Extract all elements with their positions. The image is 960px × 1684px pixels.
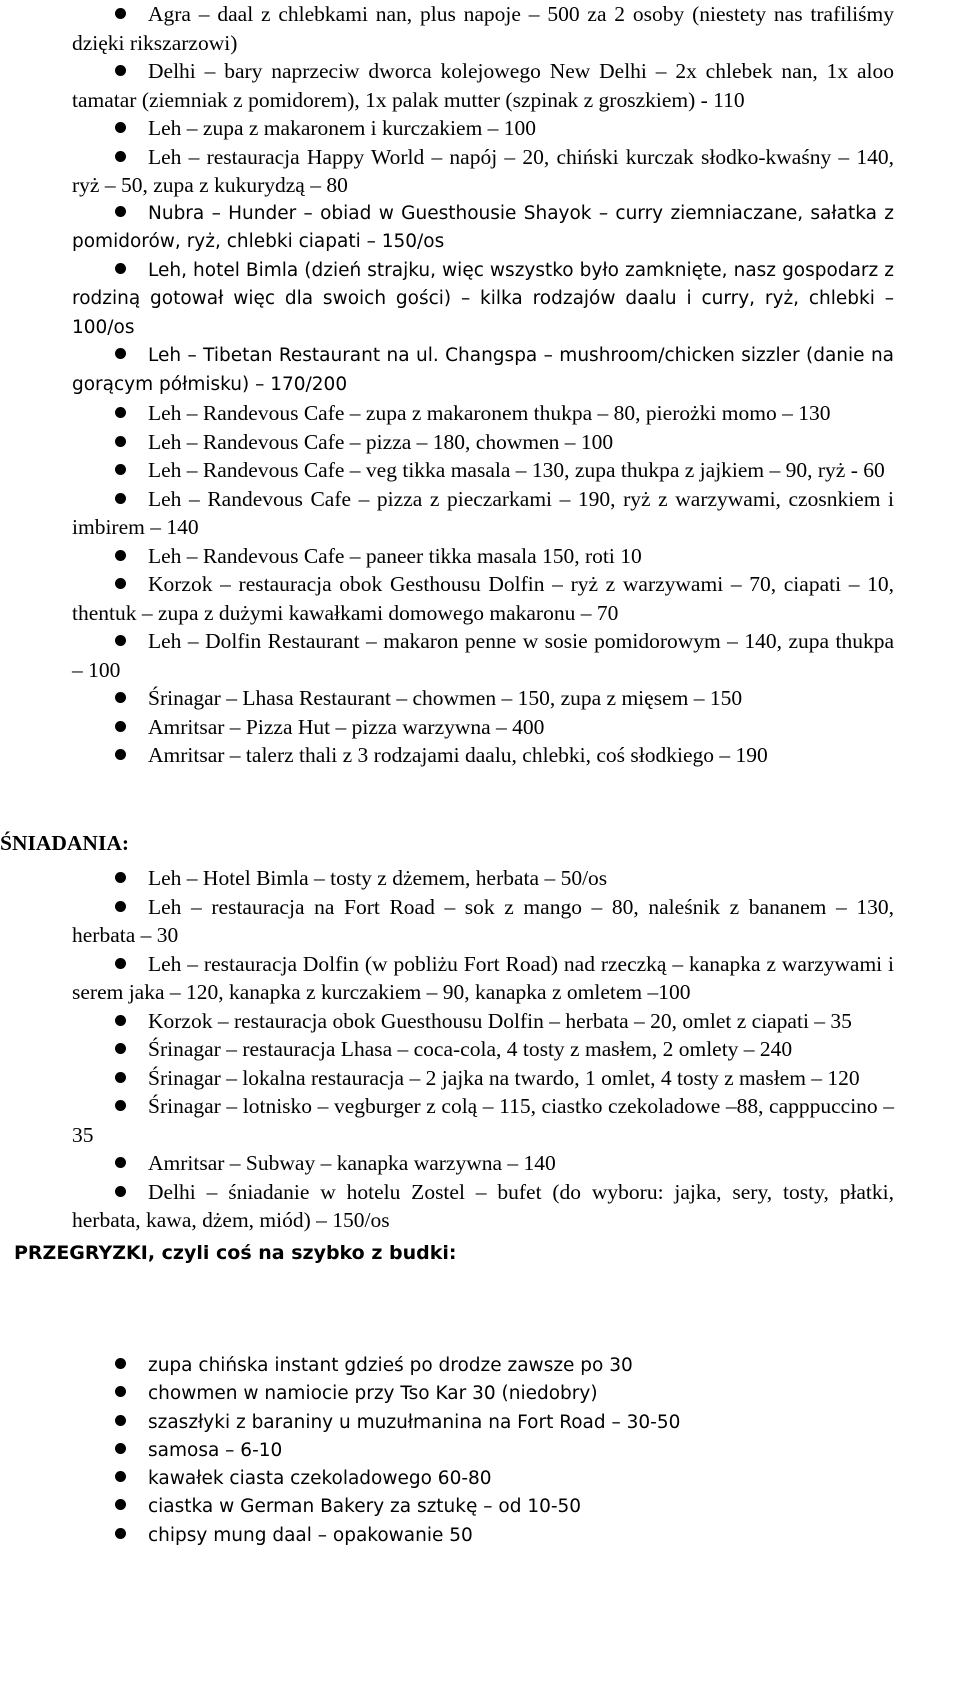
bullet-icon xyxy=(115,635,126,646)
list-item-text: Leh – Randevous Cafe – veg tikka masala – 130, zupa thukpa z jajkiem – 90, ryż - 60 xyxy=(148,458,885,482)
bullet-icon xyxy=(115,493,126,504)
list-item xyxy=(72,893,894,950)
list-item-text: ciastka w German Bakery za sztukę – od 10-50 xyxy=(148,1496,582,1518)
list-item xyxy=(72,485,894,542)
list-item xyxy=(72,200,894,257)
list-item-text: Nubra – Hunder – obiad w Guesthousie Shayok – curry ziemniaczane, sałatka z pomidorów, ryż, chlebki ciapati – 150/os xyxy=(72,202,894,252)
list-item xyxy=(72,1064,894,1093)
bullet-icon xyxy=(115,151,126,162)
list-item xyxy=(72,1035,894,1064)
list-item xyxy=(72,570,894,627)
list-item-text: chipsy mung daal – opakowanie 50 xyxy=(148,1524,473,1546)
list-item xyxy=(72,1178,894,1235)
list-item-text: Leh – Randevous Cafe – zupa z makaronem thukpa – 80, pierożki momo – 130 xyxy=(148,401,831,425)
list-item-text: chowmen w namiocie przy Tso Kar 30 (niedobry) xyxy=(148,1383,598,1405)
list-item-text: samosa – 6-10 xyxy=(148,1439,283,1461)
list-item-text: Agra – daal z chlebkami nan, plus napoje – 500 za 2 osoby (niestety nas trafiliśmy dzięki rikszarzowi) xyxy=(72,2,894,55)
bullet-icon xyxy=(115,550,126,561)
list-item xyxy=(72,741,894,770)
list-item-text: Leh – Dolfin Restaurant – makaron penne w sosie pomidorowym – 140, zupa thukpa – 100 xyxy=(72,629,894,682)
list-item-text: Korzok – restauracja obok Gesthousu Dolfin – ryż z warzywami – 70, ciapati – 10, thentuk – zupa z dużymi kawałkami domowego makaronu – 70 xyxy=(72,572,894,625)
list-item xyxy=(72,456,894,485)
list-item xyxy=(72,1522,894,1550)
bullet-icon xyxy=(115,1100,126,1111)
list-item-text: kawałek ciasta czekoladowego 60-80 xyxy=(148,1468,492,1490)
breakfast-list xyxy=(72,864,894,1235)
bullet-icon xyxy=(115,1415,126,1426)
bullet-icon xyxy=(115,348,126,359)
list-item xyxy=(72,1409,894,1437)
list-item-text: Leh – Hotel Bimla – tosty z dżemem, herbata – 50/os xyxy=(148,866,608,890)
lunch-list xyxy=(72,0,894,770)
list-item-text: Korzok – restauracja obok Guesthousu Dolfin – herbata – 20, omlet z ciapati – 35 xyxy=(148,1008,852,1033)
list-item xyxy=(72,1465,894,1493)
list-item xyxy=(72,1149,894,1178)
list-item-text: Amritsar – Subway – kanapka warzywna – 140 xyxy=(148,1151,556,1175)
list-item xyxy=(72,1493,894,1521)
bullet-icon xyxy=(115,721,126,732)
bullet-icon xyxy=(115,407,126,418)
bullet-icon xyxy=(115,1186,126,1197)
bullet-icon xyxy=(115,872,126,883)
list-item xyxy=(72,542,894,571)
bullet-icon xyxy=(115,958,126,969)
bullet-icon xyxy=(115,578,126,589)
list-item-text: Amritsar – Pizza Hut – pizza warzywna – 400 xyxy=(148,714,545,739)
list-item xyxy=(72,684,894,713)
list-item-text: Leh – restauracja Dolfin (w pobliżu Fort Road) nad rzeczką – kanapka z warzywami i serem jaka – 120, kanapka z kurczakiem – 90, kanapka z omletem –100 xyxy=(72,951,894,1004)
list-item xyxy=(72,627,894,684)
list-item xyxy=(72,399,894,428)
list-item-text: Leh – zupa z makaronem i kurczakiem – 100 xyxy=(148,116,537,140)
bullet-icon xyxy=(115,1157,126,1168)
breakfast-heading: ŚNIADANIA: xyxy=(0,831,130,855)
bullet-icon xyxy=(115,1499,126,1510)
list-item-text: Śrinagar – Lhasa Restaurant – chowmen – 150, zupa z mięsem – 150 xyxy=(148,686,743,710)
list-item xyxy=(72,342,894,399)
list-item xyxy=(72,143,894,200)
bullet-icon xyxy=(115,1015,126,1026)
bullet-icon xyxy=(115,1443,126,1454)
list-item-text: zupa chińska instant gdzieś po drodze zawsze po 30 xyxy=(148,1355,633,1376)
list-item-text: Delhi – bary naprzeciw dworca kolejowego New Delhi – 2x chlebek nan, 1x aloo tamatar (ziemniak z pomidorem), 1x palak mutter (szpinak z groszkiem) - 110 xyxy=(72,59,894,112)
bullet-icon xyxy=(115,65,126,76)
snacks-heading: PRZEGRYZKI, czyli coś na szybko z budki: xyxy=(14,1242,457,1264)
list-item-text: Leh – restauracja na Fort Road – sok z mango – 80, naleśnik z bananem – 130, herbata – 30 xyxy=(72,894,894,947)
bullet-icon xyxy=(115,8,126,19)
bullet-icon xyxy=(115,1386,126,1397)
bullet-icon xyxy=(115,1471,126,1482)
list-item-text: Leh – Tibetan Restaurant na ul. Changspa – mushroom/chicken sizzler (danie na gorącym półmisku) – 170/200 xyxy=(72,345,894,395)
bullet-icon xyxy=(115,1358,126,1369)
bullet-icon xyxy=(115,464,126,475)
bullet-icon xyxy=(115,206,126,217)
list-item xyxy=(72,1352,894,1380)
snacks-list xyxy=(72,1352,894,1550)
list-item-text: Leh – Randevous Cafe – paneer tikka masala 150, roti 10 xyxy=(148,543,642,568)
bullet-icon xyxy=(115,901,126,912)
list-item xyxy=(72,1380,894,1408)
list-item xyxy=(72,713,894,742)
list-item-text: Śrinagar – lokalna restauracja – 2 jajka na twardo, 1 omlet, 4 tosty z masłem – 120 xyxy=(148,1065,860,1090)
list-item xyxy=(72,950,894,1007)
list-item xyxy=(72,1007,894,1036)
list-item-text: Leh – Randevous Cafe – pizza – 180, chowmen – 100 xyxy=(148,429,614,454)
list-item xyxy=(72,114,894,143)
bullet-icon xyxy=(115,1528,126,1539)
list-item xyxy=(72,1437,894,1465)
list-item-text: Amritsar – talerz thali z 3 rodzajami daalu, chlebki, coś słodkiego – 190 xyxy=(148,743,768,767)
list-item-text: szaszłyki z baraniny u muzułmanina na Fort Road – 30-50 xyxy=(148,1411,681,1433)
bullet-icon xyxy=(115,122,126,133)
list-item-text: Śrinagar – lotnisko – vegburger z colą – 115, ciastko czekoladowe –88, capppuccino – 35 xyxy=(72,1094,894,1147)
bullet-icon xyxy=(115,263,126,274)
list-item xyxy=(72,864,894,893)
list-item-text: Śrinagar – restauracja Lhasa – coca-cola, 4 tosty z masłem, 2 omlety – 240 xyxy=(148,1037,793,1061)
list-item xyxy=(72,428,894,457)
bullet-icon xyxy=(115,692,126,703)
bullet-icon xyxy=(115,749,126,760)
bullet-icon xyxy=(115,1072,126,1083)
bullet-icon xyxy=(115,1043,126,1054)
list-item-text: Leh, hotel Bimla (dzień strajku, więc wszystko było zamknięte, nasz gospodarz z rodziną gotował więc dla swoich gości) – kilka rodzajów daalu i curry, ryż, chlebki – 100/os xyxy=(72,259,894,338)
list-item-text: Leh – restauracja Happy World – napój – 20, chiński kurczak słodko-kwaśny – 140, ryż – 50, zupa z kukurydzą – 80 xyxy=(72,144,894,197)
list-item xyxy=(72,57,894,114)
list-item-text: Delhi – śniadanie w hotelu Zostel – bufet (do wyboru: jajka, sery, tosty, płatki, herbata, kawa, dżem, miód) – 150/os xyxy=(72,1179,894,1232)
bullet-icon xyxy=(115,436,126,447)
list-item xyxy=(72,257,894,343)
list-item-text: Leh – Randevous Cafe – pizza z pieczarkami – 190, ryż z warzywami, czosnkiem i imbirem – 140 xyxy=(72,486,894,539)
list-item xyxy=(72,1092,894,1149)
list-item xyxy=(72,0,894,57)
